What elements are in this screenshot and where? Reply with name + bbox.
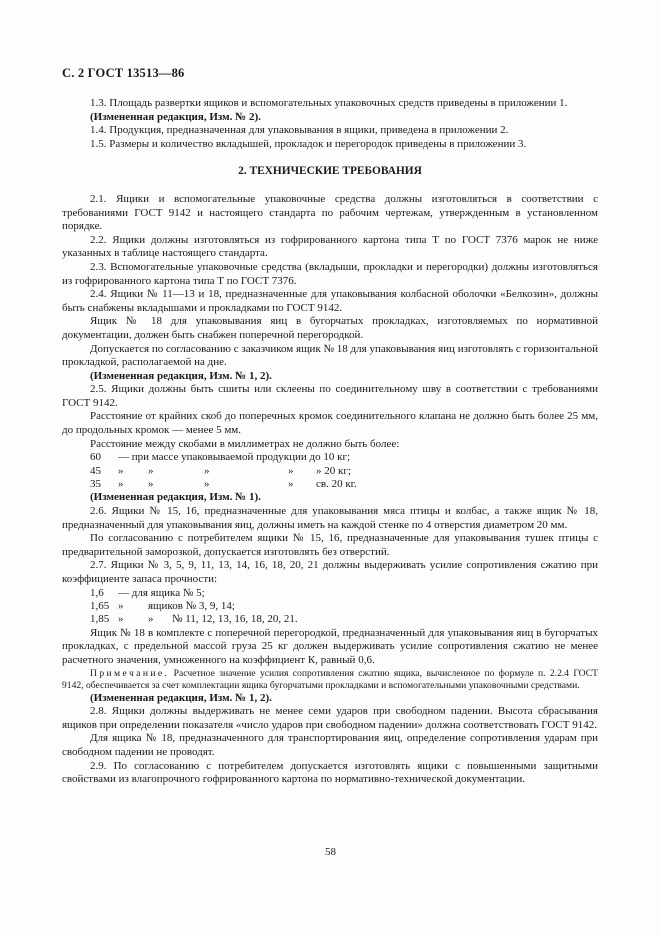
page-content [62,97,598,787]
paragraph-1-4: 1.4. Продукция, предназначенная для упаковывания в ящики, приведена в приложении 2. [90,124,509,137]
paragraph-2-6: 2.6. Ящики № 15, 16, предназначенные для упаковывания мяса птицы и колбас, а также ящик № 18, предназначенный для упаковывания яиц, должны иметь на каждой стенке по 4 отверстия диаметром 20 мм. [62,505,598,531]
paragraph-2-8-b: Для ящика № 18, предназначенного для транспортирования яиц, определение сопротивления ударам при свободном падении не проводят. [62,732,598,758]
list-item: 1,65 » ящиков № 3, 9, 14; [90,600,235,613]
paragraph-2-7-b: Ящик № 18 в комплекте с поперечной перегородкой, предназначенный для упаковывания яиц в бугорчатых прокладках, с предельной массой груза 25 кг должен выдерживать усилие сопротивления сжатию не менее расчетного значения, умноженного на коэффициент К, равный 0,6. [62,626,598,667]
paragraph-2-4: 2.4. Ящики № 11—13 и 18, предназначенные для упаковывания колбасной оболочки «Белкозин», должны быть снабжены вкладышами и прокладками по ГОСТ 9142. [62,288,598,314]
list-item: 1,6 — для ящика № 5; [90,586,205,599]
edit-note-2-5: (Измененная редакция, Изм. № 1). [90,491,261,504]
paragraph-2-5-b: Расстояние от крайних скоб до поперечных кромок соединительного клапана не должно быть более 25 мм, до продольных кромок — менее 5 мм. [62,410,598,437]
note-text: Расчетное значение усилия сопротивления сжатию ящика, вычисленное по формуле п. 2.2.4 ГОСТ 9142, обеспечивается за счет комплектации ящика бугорчатыми прокладками и вспомогательными упаковочными средствами. [62,667,598,691]
section-title: 2. ТЕХНИЧЕСКИЕ ТРЕБОВАНИЯ [238,165,422,178]
list-item: 60 — при массе упаковываемой продукции до 10 кг; [90,451,351,464]
list-item: 45 » » » » » 20 кг; [90,464,351,477]
strength-coefficient-list [90,587,298,627]
paragraph-2-7: 2.7. Ящики № 3, 5, 9, 11, 13, 14, 16, 18, 20, 21 должны выдерживать усилие сопротивления сжатию при коэффициенте запаса прочности: [62,559,598,586]
list-item: 35 » » » » св. 20 кг. [90,478,357,491]
staple-distance-list [90,451,357,491]
paragraph-2-6-b: По согласованию с потребителем ящики № 15, 16, предназначенные для упаковывания тушек птицы с предварительной заморозкой, допускается изготовлять без отверстий. [62,532,598,558]
paragraph-2-9: 2.9. По согласованию с потребителем допускается изготовлять ящики с повышенными защитными свойствами из влагопрочного гофрированного картона по нормативно-технической документации. [62,759,598,786]
page-header: С. 2 ГОСТ 13513—86 [62,66,185,80]
list-item: 1,85 » » № 11, 12, 13, 16, 18, 20, 21. [90,613,298,626]
paragraph-2-5-c: Расстояние между скобами в миллиметрах не должно быть более: [90,437,400,450]
paragraph-2-5: 2.5. Ящики должны быть сшиты или склеены по соединительному шву в соответствии с требованиями ГОСТ 9142. [62,383,598,409]
paragraph-2-1: 2.1. Ящики и вспомогательные упаковочные средства должны изготовляться в соответствии с требованиями ГОСТ 9142 и настоящего стандарта по рабочим чертежам, утвержденным в установленном порядке. [62,192,598,233]
paragraph-2-3: 2.3. Вспомогательные упаковочные средства (вкладыши, прокладки и перегородки) должны изготовляться из гофрированного картона типа Т по ГОСТ 7376. [62,260,598,287]
paragraph-2-4-c: Допускается по согласованию с заказчиком ящик № 18 для упаковывания яиц изготовлять с горизонтальной прокладкой, располагаемой на дне. [62,342,598,369]
note [62,668,598,692]
paragraph-2-8: 2.8. Ящики должны выдерживать не менее семи ударов при свободном падении. Высота сбрасывания ящиков при определении показателя «число ударов при свободном падении» должна соответствовать ГОСТ 9142. [62,705,598,731]
paragraph-2-2: 2.2. Ящики должны изготовляться из гофрированного картона типа Т по ГОСТ 7376 марок не ниже указанных в таблице настоящего стандарта. [62,233,598,260]
edit-note-2-7: (Измененная редакция, Изм. № 1, 2). [90,691,272,704]
page-number: 58 [325,846,336,858]
edit-note-2-4: (Измененная редакция, Изм. № 1, 2). [90,369,272,382]
paragraph-1-3: 1.3. Площадь развертки ящиков и вспомогательных упаковочных средств приведены в приложении 1. [90,97,568,109]
note-label: Примечание. [90,667,170,679]
edit-note-1-3: (Измененная редакция, Изм. № 2). [90,110,261,123]
paragraph-2-4-b: Ящик № 18 для упаковывания яиц в бугорчатых прокладках, изготовляемых по нормативной документации, должен быть снабжен поперечной перегородкой. [62,315,598,341]
paragraph-1-5: 1.5. Размеры и количество вкладышей, прокладок и перегородок приведены в приложении 3. [90,137,527,150]
